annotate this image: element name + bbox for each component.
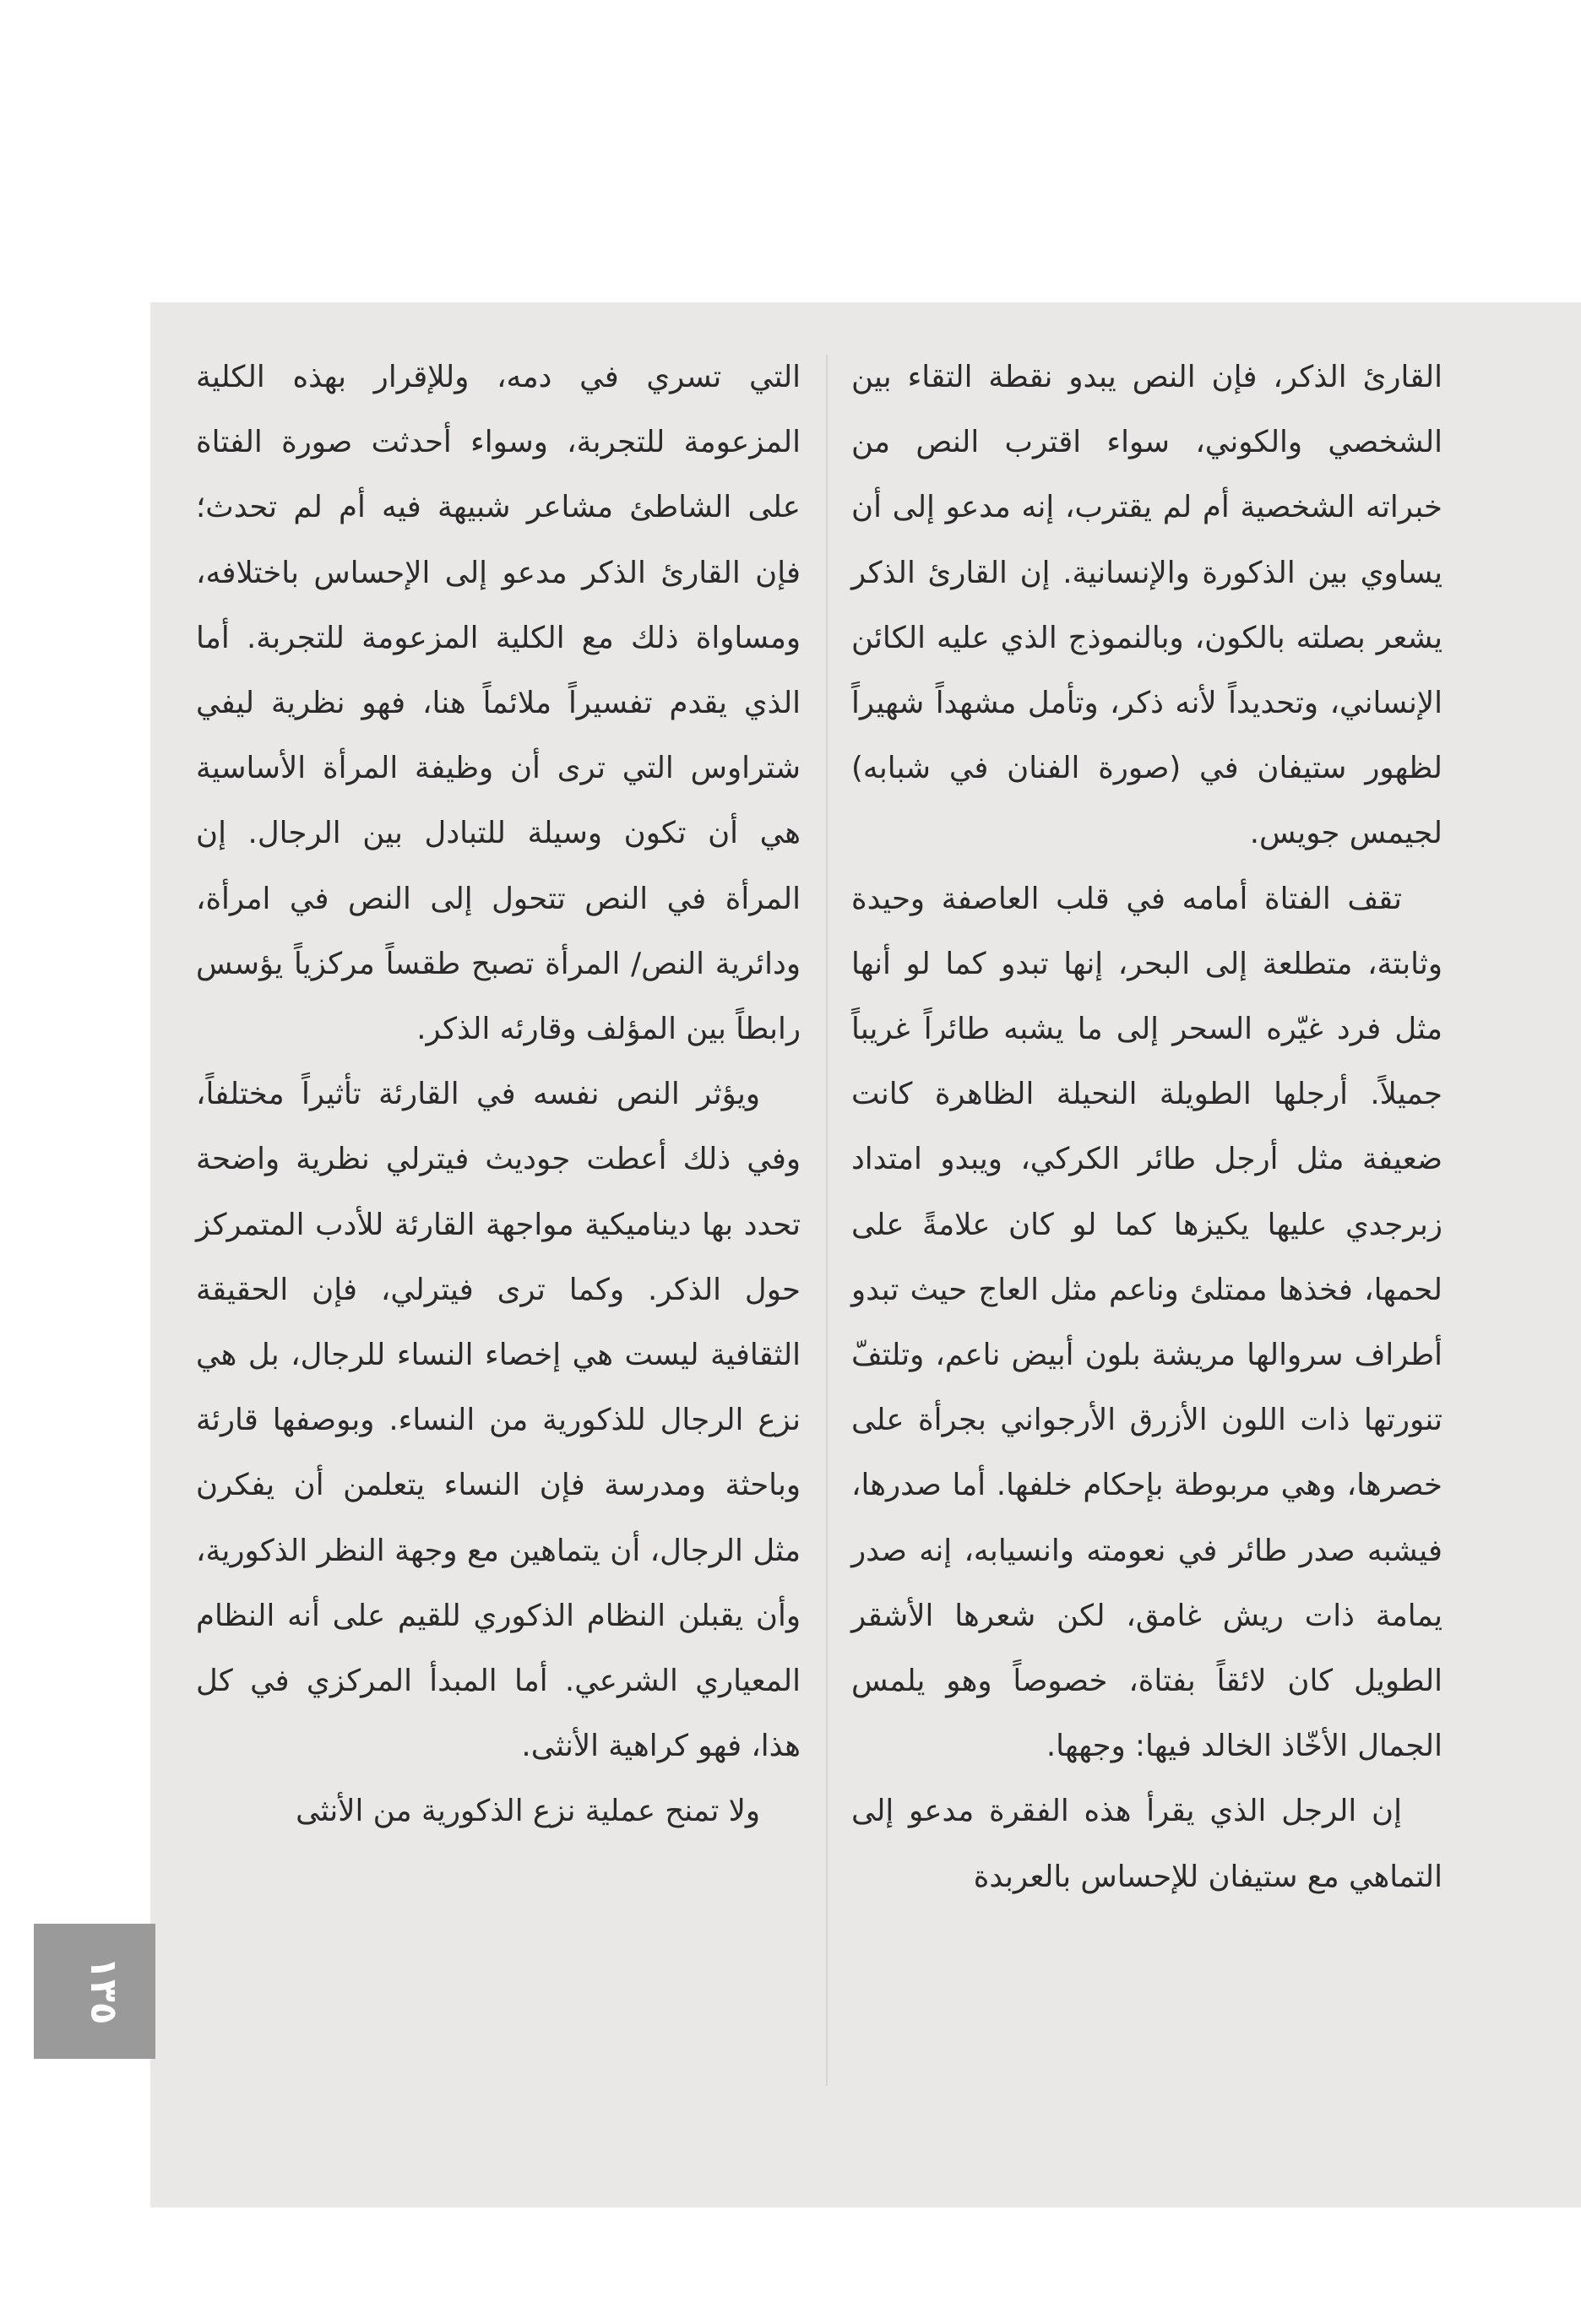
page-number: ١٣٥ [82, 1956, 125, 2025]
left-text-column [196, 345, 801, 1844]
paragraph: التي تسري في دمه، وللإقرار بهذه الكلية المزعومة للتجربة، وسواء أحدثت صورة الفتاة على الشاطئ مشاعر شبيهة فيه أم لم تحدث؛ فإن القارئ الذكر مدعو إلى الإحساس باختلافه، ومساواة ذلك مع الكلية المزعومة للتجربة. أما الذي يقدم تفسيراً ملائماً هنا، فهو نظرية ليفي شتراوس التي ترى أن وظيفة المرأة الأساسية هي أن تكون وسيلة للتبادل بين الرجال. إن المرأة في النص تتحول إلى النص في امرأة، ودائرية النص/ المرأة تصبح طقساً مركزياً يؤسس رابطاً بين المؤلف وقارئه الذكر. [196, 360, 801, 1047]
paragraph: القارئ الذكر، فإن النص يبدو نقطة التقاء بين الشخصي والكوني، سواء اقترب النص من خبراته الشخصية أم لم يقترب، إنه مدعو إلى أن يساوي بين الذكورة والإنسانية. إن القارئ الذكر يشعر بصلته بالكون، وبالنموذج الذي عليه الكائن الإنساني، وتحديداً لأنه ذكر، وتأمل مشهداً شهيراً لظهور ستيفان في (صورة الفنان في شبابه) لجيمس جويس. [851, 360, 1442, 851]
column-divider [826, 355, 828, 2086]
paragraph: ولا تمنح عملية نزع الذكورية من الأنثى [296, 1794, 760, 1829]
paragraph: إن الرجل الذي يقرأ هذه الفقرة مدعو إلى التماهي مع ستيفان للإحساس بالعربدة [851, 1794, 1442, 1894]
right-text-column [851, 345, 1442, 1909]
paragraph: ويؤثر النص نفسه في القارئة تأثيراً مختلفاً، وفي ذلك أعطت جوديث فيترلي نظرية واضحة تحدد بها ديناميكية مواجهة القارئة للأدب المتمركز حول الذكر. وكما ترى فيترلي، فإن الحقيقة الثقافية ليست هي إخصاء النساء للرجال، بل هي نزع الرجال للذكورية من النساء. وبوصفها قارئة وباحثة ومدرسة فإن النساء يتعلمن أن يفكرن مثل الرجال، أن يتماهين مع وجهة النظر الذكورية، وأن يقبلن النظام الذكوري للقيم على أنه النظام المعياري الشرعي. أما المبدأ المركزي في كل هذا، فهو كراهية الأنثى. [196, 1077, 801, 1764]
paragraph: تقف الفتاة أمامه في قلب العاصفة وحيدة وثابتة، متطلعة إلى البحر، إنها تبدو كما لو أنها مثل فرد غيّره السحر إلى ما يشبه طائراً غريباً جميلاً. أرجلها الطويلة النحيلة الظاهرة كانت ضعيفة مثل أرجل طائر الكركي، ويبدو امتداد زبرجدي عليها يكيزها كما لو كان علامةً على لحمها، فخذها ممتلئ وناعم مثل العاج حيث تبدو أطراف سروالها مريشة بلون أبيض ناعم، وتلتفّ تنورتها ذات اللون الأزرق الأرجواني بجرأة على خصرها، وهي مربوطة بإحكام خلفها. أما صدرها، فيشبه صدر طائر في نعومته وانسيابه، إنه صدر يمامة ذات ريش غامق، لكن شعرها الأشقر الطويل كان لائقاً بفتاة، خصوصاً وهو يلمس الجمال الأخّاذ الخالد فيها: وجهها. [851, 881, 1442, 1764]
